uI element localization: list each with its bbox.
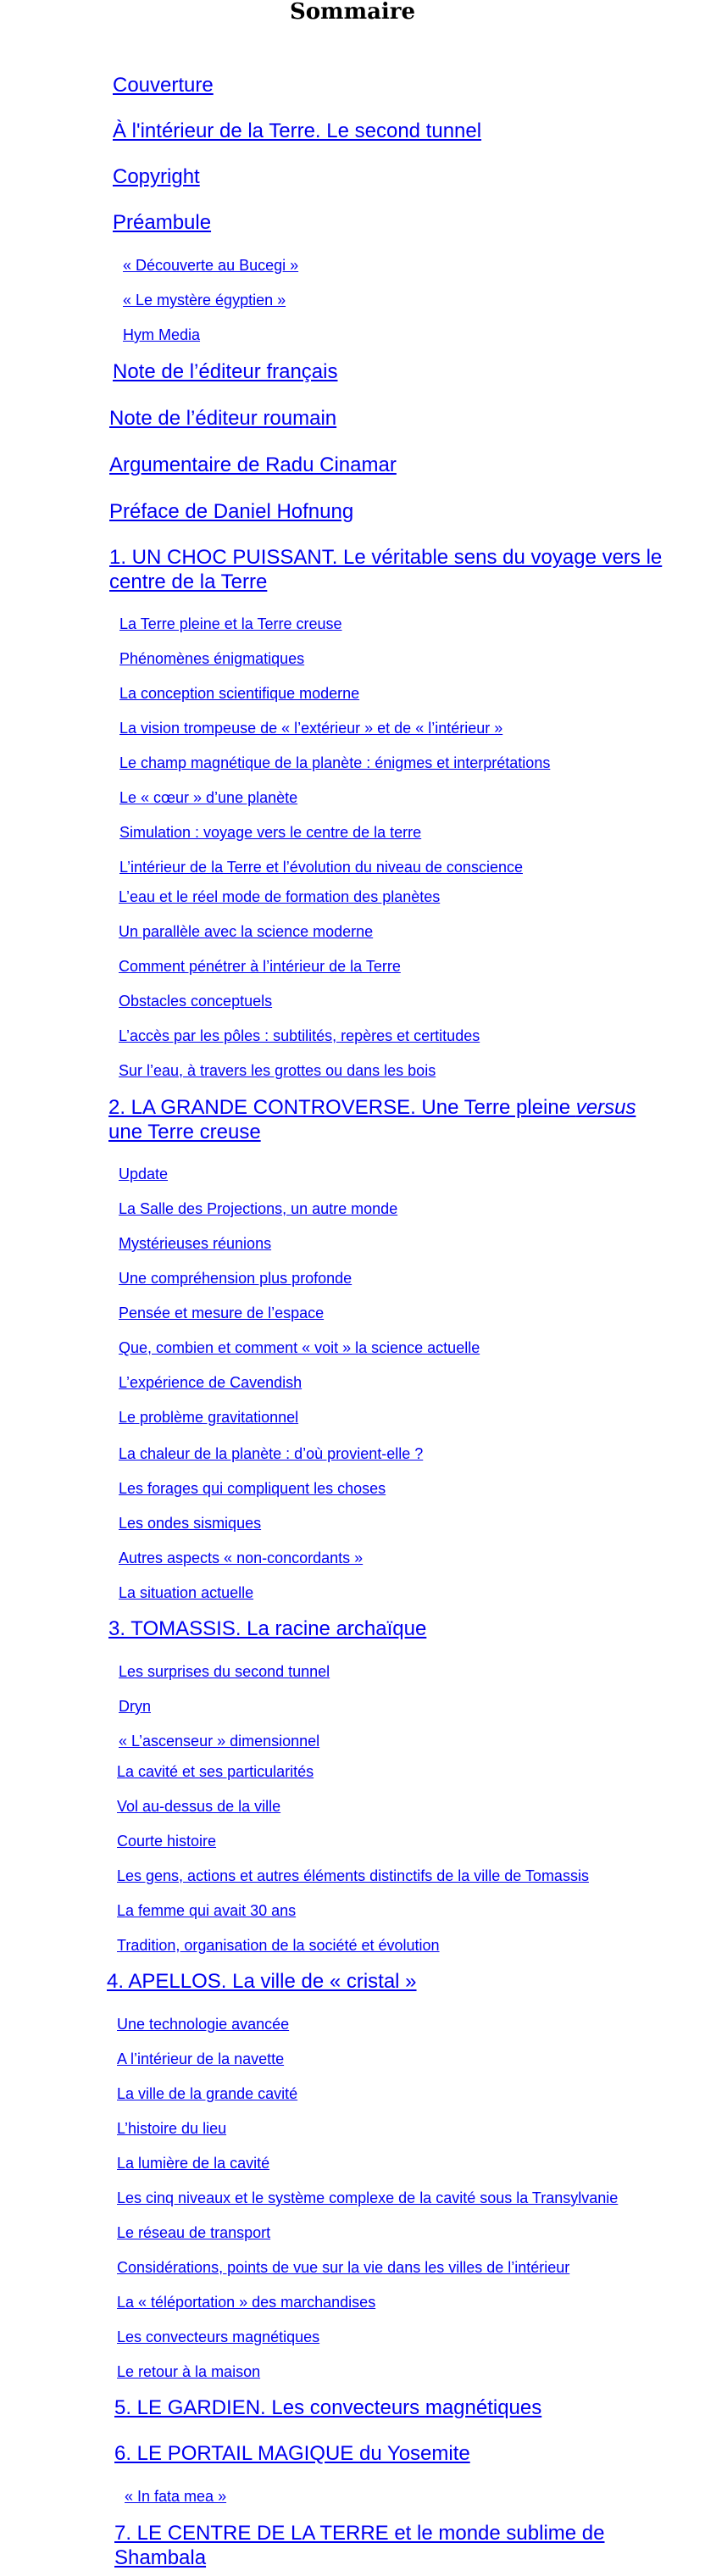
- toc-link-ch1-item[interactable]: L’eau et le réel mode de formation des planètes: [119, 888, 441, 905]
- toc-link-decouverte-bucegi[interactable]: « Découverte au Bucegi »: [123, 257, 299, 274]
- toc-link-ch1-item[interactable]: Obstacles conceptuels: [119, 993, 273, 1010]
- toc-link-mystere-egyptien[interactable]: « Le mystère égyptien »: [123, 292, 286, 309]
- toc-link-ch4-item[interactable]: A l’intérieur de la navette: [117, 2050, 285, 2067]
- toc-link-couverture[interactable]: Couverture: [113, 74, 214, 97]
- toc-link-preface[interactable]: Préface de Daniel Hofnung: [109, 500, 354, 523]
- toc-link-copyright[interactable]: Copyright: [113, 165, 200, 188]
- toc-link-ch1-item[interactable]: Comment pénétrer à l’intérieur de la Terre: [119, 958, 401, 975]
- toc-link-preambule[interactable]: Préambule: [113, 211, 212, 234]
- toc-link-ch1-item[interactable]: La conception scientifique moderne: [119, 685, 360, 702]
- toc-link-ch2-item[interactable]: Autres aspects « non-concordants »: [119, 1549, 364, 1566]
- toc-link-ch2-item[interactable]: Une compréhension plus profonde: [119, 1270, 352, 1287]
- toc-link-ch3-item[interactable]: Dryn: [119, 1698, 152, 1715]
- toc-link-ch2-item[interactable]: La Salle des Projections, un autre monde: [119, 1200, 398, 1217]
- toc-link-ch3-item[interactable]: Les surprises du second tunnel: [119, 1663, 330, 1680]
- toc-link-ch1-item[interactable]: L’intérieur de la Terre et l’évolution du niveau de conscience: [119, 859, 523, 876]
- toc-link-ch4-item[interactable]: Les cinq niveaux et le système complexe de la cavité sous la Transylvanie: [117, 2189, 619, 2206]
- toc-link-ch3-item[interactable]: « L’ascenseur » dimensionnel: [119, 1733, 320, 1750]
- toc-link-ch1-item[interactable]: Simulation : voyage vers le centre de la terre: [119, 824, 422, 841]
- toc-link-ch2-item[interactable]: Les ondes sismiques: [119, 1515, 262, 1532]
- toc-link-ch3-item[interactable]: Vol au-dessus de la ville: [117, 1798, 281, 1815]
- toc-link-ch1-item[interactable]: Un parallèle avec la science moderne: [119, 923, 374, 940]
- toc-link-ch4-item[interactable]: L’histoire du lieu: [117, 2120, 227, 2137]
- toc-link-ch1-item[interactable]: Le champ magnétique de la planète : énigmes et interprétations: [119, 754, 551, 771]
- toc-link-ch2-item[interactable]: Pensée et mesure de l’espace: [119, 1305, 325, 1321]
- toc-link-ch1-item[interactable]: L’accès par les pôles : subtilités, repères et certitudes: [119, 1027, 480, 1044]
- toc-link-ch2-item[interactable]: Les forages qui compliquent les choses: [119, 1480, 386, 1497]
- toc-link-ch1-item[interactable]: Le « cœur » d’une planète: [119, 789, 298, 806]
- toc-link-ch3-item[interactable]: La cavité et ses particularités: [117, 1763, 314, 1780]
- toc-link-hym-media[interactable]: Hym Media: [123, 326, 201, 343]
- chapter-2-title-start: 2. LA GRANDE CONTROVERSE. Une Terre pleine: [108, 1096, 576, 1119]
- toc-link-ch2-item[interactable]: Le problème gravitationnel: [119, 1409, 299, 1426]
- toc-link-ch2-item[interactable]: Update: [119, 1166, 169, 1182]
- toc-link-ch4-item[interactable]: La ville de la grande cavité: [117, 2085, 298, 2102]
- toc-link-argumentaire[interactable]: Argumentaire de Radu Cinamar: [109, 453, 397, 476]
- toc-link-note-editeur-francais[interactable]: Note de l’éditeur français: [113, 360, 338, 383]
- toc-link-chapter-5[interactable]: 5. LE GARDIEN. Les convecteurs magnétiques: [114, 2396, 542, 2419]
- toc-link-ch3-item[interactable]: Tradition, organisation de la société et évolution: [117, 1937, 440, 1954]
- toc-link-chapter-6[interactable]: 6. LE PORTAIL MAGIQUE du Yosemite: [114, 2442, 470, 2465]
- toc-link-note-editeur-roumain[interactable]: Note de l’éditeur roumain: [109, 407, 337, 430]
- toc-link-ch2-item[interactable]: Que, combien et comment « voit » la science actuelle: [119, 1339, 480, 1356]
- toc-link-chapter-3[interactable]: 3. TOMASSIS. La racine archaïque: [108, 1617, 427, 1640]
- toc-link-ch3-item[interactable]: La femme qui avait 30 ans: [117, 1902, 297, 1919]
- toc-link-chapter-2[interactable]: [108, 1095, 668, 1144]
- toc-link-ch2-item[interactable]: L’expérience de Cavendish: [119, 1374, 303, 1391]
- toc-link-ch1-item[interactable]: Sur l’eau, à travers les grottes ou dans les bois: [119, 1062, 436, 1079]
- toc-link-ch1-item[interactable]: La Terre pleine et la Terre creuse: [119, 615, 342, 632]
- toc-link-chapter-4[interactable]: 4. APELLOS. La ville de « cristal »: [107, 1970, 417, 1993]
- toc-link-ch3-item[interactable]: Courte histoire: [117, 1833, 217, 1850]
- toc-link-ch4-item[interactable]: Les convecteurs magnétiques: [117, 2328, 320, 2345]
- toc-link-ch2-item[interactable]: La chaleur de la planète : d’où provient-elle ?: [119, 1445, 424, 1462]
- chapter-2-title-end: une Terre creuse: [108, 1121, 261, 1143]
- toc-link-ch4-item[interactable]: Considérations, points de vue sur la vie dans les villes de l’intérieur: [117, 2259, 570, 2276]
- toc-link-ch1-item[interactable]: Phénomènes énigmatiques: [119, 650, 305, 667]
- page-title: Sommaire: [289, 0, 416, 25]
- chapter-2-title-versus: versus: [575, 1096, 636, 1119]
- toc-link-interieur-second-tunnel[interactable]: À l'intérieur de la Terre. Le second tunnel: [113, 120, 482, 142]
- toc-link-ch1-item[interactable]: La vision trompeuse de « l’extérieur » et de « l’intérieur »: [119, 720, 503, 737]
- toc-link-ch4-item[interactable]: Le retour à la maison: [117, 2363, 261, 2380]
- toc-link-ch2-item[interactable]: Mystérieuses réunions: [119, 1235, 272, 1252]
- toc-link-chapter-7[interactable]: 7. LE CENTRE DE LA TERRE et le monde sublime de Shambala: [114, 2522, 605, 2569]
- toc-link-ch4-item[interactable]: Le réseau de transport: [117, 2224, 271, 2241]
- toc-link-chapter-1[interactable]: 1. UN CHOC PUISSANT. Le véritable sens du voyage vers le centre de la Terre: [109, 546, 663, 593]
- toc-link-ch3-item[interactable]: Les gens, actions et autres éléments distinctifs de la ville de Tomassis: [117, 1867, 589, 1884]
- toc-link-ch4-item[interactable]: La lumière de la cavité: [117, 2155, 270, 2172]
- toc-link-ch4-item[interactable]: La « téléportation » des marchandises: [117, 2294, 376, 2311]
- toc-link-ch2-item[interactable]: La situation actuelle: [119, 1584, 254, 1601]
- toc-link-ch4-item[interactable]: Une technologie avancée: [117, 2016, 290, 2033]
- toc-link-ch6-item[interactable]: « In fata mea »: [125, 2488, 227, 2505]
